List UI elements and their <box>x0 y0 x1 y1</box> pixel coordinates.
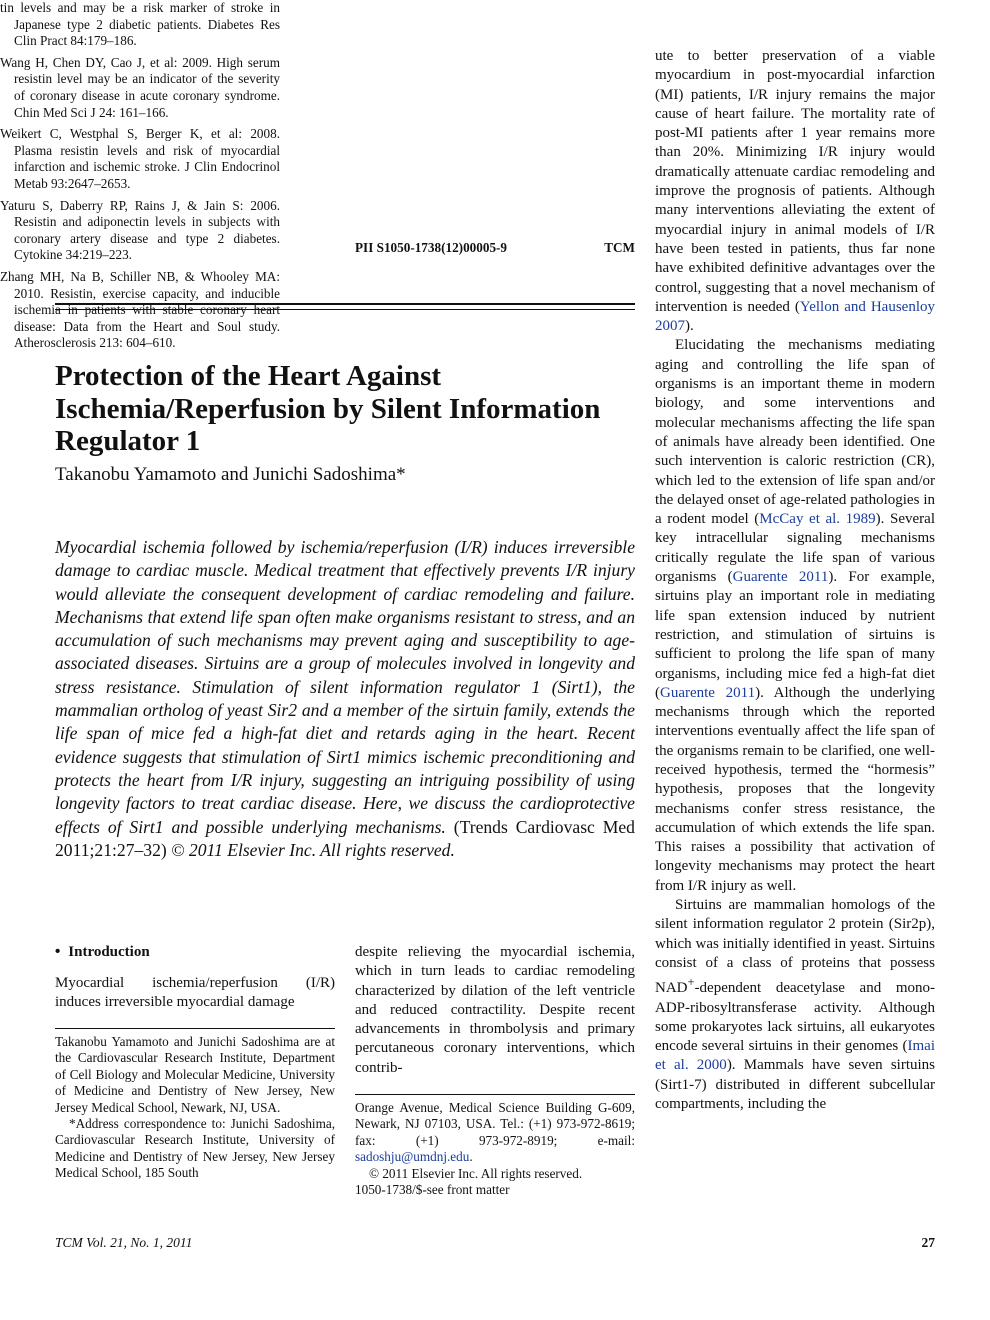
email-link[interactable]: sadoshju@umdnj.edu <box>355 1149 470 1165</box>
body-paragraph: despite relieving the myocardial ischemia, which in turn leads to cardiac remodeling characterized by dilation of the left ventricle and reduced contractility. Despite recent advancements in thrombolysis and primary percutaneous coronary interventions, which contrib- <box>355 944 635 1076</box>
body-column-3 <box>655 47 935 1114</box>
article-authors: Takanobu Yamamoto and Junichi Sadoshima* <box>55 464 406 485</box>
body-paragraph <box>655 896 935 1114</box>
references-column-2 <box>0 198 280 352</box>
reference-item: tin levels and may be a risk marker of stroke in Japanese type 2 diabetic patients. Diabetes Res Clin Pract 84:179–186. <box>0 0 280 49</box>
superscript: + <box>687 975 695 990</box>
citation-link[interactable]: McCay et al. 1989 <box>759 511 876 528</box>
abstract-text: Myocardial ischemia followed by ischemia/reperfusion (I/R) induces irreversible damage to cardiac muscle. Medical treatment that effectively prevents I/R injury would alleviate the consequent development of cardiac remodeling and failure. Mechanisms that extend life span often make organisms resistant to stress, and an accumulation of such mechanisms may prevent aging and susceptibility to age-associated diseases. Sirtuins are a group of molecules involved in longevity and stress resistance. Stimulation of silent information regulator 1 (Sirt1), the mammalian ortholog of yeast Sir2 and a member of the sirtuin family, extends the life span of mice fed a high-fat diet and retards aging in the heart. Recent evidence suggests that stimulation of Sirt1 mimics ischemic preconditioning and protects the heart from I/R injury, suggesting an intriguing possibility of using longevity factors to treat cardiac disease. Here, we discuss the cardioprotective effects of Sirt1 and possible underlying mechanisms. <box>55 537 635 837</box>
bullet-icon: • <box>55 943 61 960</box>
body-paragraph: Myocardial ischemia/reperfusion (I/R) induces irreversible myocardial damage <box>55 975 335 1011</box>
paragraph-text: Sirtuins are mammalian homologs of the silent information regulator 2 protein (Sir2p), which was initially identified in yeast. Sirtuins consist of a class of proteins that possess NAD <box>655 897 935 997</box>
affiliation-footnote: Takanobu Yamamoto and Junichi Sadoshima are at the Cardiovascular Research Institute, Department of Cell Biology and Molecular Medicine, University of Medicine and Dentistry of New Jersey, New Jersey Medical School, Newark, NJ, USA. <box>55 1034 335 1115</box>
section-heading-text: Introduction <box>68 944 150 960</box>
citation-link[interactable]: Guarente 2011 <box>732 569 829 586</box>
paragraph-text: ute to better preservation of a viable myocardium in post-myocardial infarction (MI) patients, I/R injury remains the major cause of heart failure. The mortality rate of post-MI patients after 1 year remains more than 20%. Minimizing I/R injury would dramatically attenuate cardiac remodeling and improve the prognosis of patients. Although many interventions alleviating the extent of myocardial injury in animal models of I/R have been tested in patients, thus far none have exhibited definitive advantages over the control, suggesting that a novel mechanism of intervention is needed ( <box>655 48 935 315</box>
pii-line <box>355 240 635 256</box>
article-title: Protection of the Heart Against Ischemia/Reperfusion by Silent Information Regulator 1 <box>55 360 601 457</box>
paragraph-text: ). Several key intracellular signaling mechanisms critically regulate the life span of various organisms ( <box>655 511 935 586</box>
paragraph-text: -dependent deacetylase and mono-ADP-ribosyltransferase activity. Although some prokaryotes lack sirtuins, all eukaryotes encode several sirtuins in their genomes ( <box>655 980 935 1055</box>
section-divider-thick <box>55 303 635 305</box>
footnote-divider <box>355 1094 635 1095</box>
correspondence-text: Orange Avenue, Medical Science Building G-609, Newark, NJ 07103, USA. Tel.: (+1) 973-972-8619; fax: (+1) 973-972-8919; e-mail: <box>355 1100 635 1148</box>
correspondence-end: . <box>469 1149 473 1165</box>
reference-item: Zhang MH, Na B, Schiller NB, & Whooley MA: 2010. Resistin, exercise capacity, and inducible ischemia in patients with stable coronary heart disease: Data from the Heart and Soul study. Atherosclerosis 213: 604–610. <box>0 268 280 351</box>
abstract-copyright: © 2011 Elsevier Inc. All rights reserved. <box>166 839 455 860</box>
reference-item: Weikert C, Westphal S, Berger K, et al: 2008. Plasma resistin levels and risk of myocardial infarction and ischemic stroke. J Clin Endocrinol Metab 93:2647–2653. <box>0 126 280 191</box>
citation-link[interactable]: Yellon and Hausenloy 2007 <box>655 298 935 335</box>
pii-code: PII S1050-1738(12)00005-9 <box>355 240 508 255</box>
section-heading <box>55 943 150 961</box>
paragraph-text: ). <box>685 318 694 335</box>
correspondence-footnote-cont <box>355 1100 635 1166</box>
paragraph-text: ). Although the underlying mechanisms through which the reported interventions eventually affect the life span of the organisms remain to be clarified, one well-received hypothesis, termed the “hormesis” hypothesis, proposes that the longevity mechanisms confer stress resistance, the accumulation of which extends the life span. This raises a possibility that activation of longevity mechanisms may protect the heart from I/R injury as well. <box>655 684 935 894</box>
footnote-divider <box>55 1028 335 1029</box>
footnotes-column-2 <box>355 1100 635 1198</box>
body-paragraph <box>655 336 935 896</box>
correspondence-footnote: *Address correspondence to: Junichi Sadoshima, Cardiovascular Research Institute, University of Medicine and Dentistry of New Jersey, New Jersey Medical School, 185 South <box>55 1116 335 1181</box>
copyright-line: © 2011 Elsevier Inc. All rights reserved. <box>369 1165 583 1181</box>
reference-item: Wang H, Chen DY, Cao J, et al: 2009. High serum resistin level may be an indicator of the severity of coronary disease in acute coronary syndrome. Chin Med Sci J 24: 161–166. <box>0 54 280 120</box>
issn-line: 1050-1738/$-see front matter <box>355 1182 510 1198</box>
paragraph-text: ). For example, sirtuins play an important role in mediating life span extension induced by nutrient restriction, and stimulation of sirtuins is sufficient to prolong the life span of many organisms, including mice fed a high-fat diet ( <box>655 569 936 701</box>
intro-column-2 <box>355 943 635 1078</box>
page-number: 27 <box>921 1235 935 1250</box>
journal-mark: TCM <box>604 240 635 255</box>
citation-link[interactable]: Guarente 2011 <box>660 684 756 701</box>
citation-link[interactable]: Imai et al. 2000 <box>655 1038 935 1074</box>
section-divider-thin <box>55 309 635 310</box>
intro-column-1 <box>55 974 335 1013</box>
abstract <box>55 536 635 862</box>
journal-footer: TCM Vol. 21, No. 1, 2011 <box>55 1235 193 1250</box>
abstract-citation: (Trends Cardiovasc Med 2011;21:27–32) <box>55 816 635 860</box>
body-paragraph <box>655 47 935 336</box>
paragraph-text: ). Mammals have seven sirtuins (Sirt1-7) distributed in different subcellular compartments, including the <box>655 1057 935 1113</box>
footnotes-column-1 <box>55 1034 335 1182</box>
paragraph-text: Elucidating the mechanisms mediating aging and controlling the life span of organisms is an important theme in modern biology, and some interventions and molecular mechanisms affecting the life span of animals have already been identified. One such intervention is caloric restriction (CR), which led to the extension of life span and/or the delayed onset of age-related pathologies in a rodent model ( <box>655 337 935 528</box>
references-column-1 <box>0 0 280 193</box>
reference-item: Yaturu S, Daberry RP, Rains J, & Jain S: 2006. Resistin and adiponectin levels in subjects with coronary artery disease and type 2 diabetes. Cytokine 34:219–223. <box>0 197 280 263</box>
